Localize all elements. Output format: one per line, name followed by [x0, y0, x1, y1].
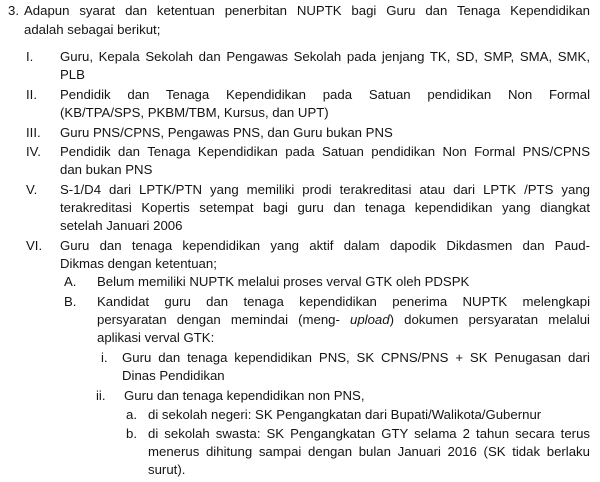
item-6-numeral: VI.: [26, 238, 43, 253]
sub-b-ii-b-line-3: surut).: [148, 462, 186, 477]
sub-b-i-line-2: Dinas Pendidikan: [122, 368, 225, 383]
sub-b-ii-b-line-2: menerus dihitung sampai dengan bulan Januari 2016 (SK tidak berlaku: [148, 444, 590, 459]
item-5-numeral: V.: [26, 182, 38, 197]
item-2-line-2: (KB/TPA/SPS, PKBM/TBM, Kursus, dan UPT): [60, 105, 329, 120]
sub-b-line-3: aplikasi verval GTK:: [97, 330, 215, 345]
sub-b-ii-a-label: a.: [126, 407, 137, 422]
item-4-line-2: dan bukan PNS: [60, 162, 153, 177]
sub-b-label: B.: [64, 294, 77, 309]
item-2-numeral: II.: [26, 87, 37, 102]
intro-line-2: adalah sebagai berikut;: [24, 22, 161, 37]
item-5-line-1: S-1/D4 dari LPTK/PTN yang memiliki prodi terakreditasi atau dari LPTK /PTS yang: [60, 182, 590, 197]
intro-number: 3.: [8, 3, 19, 18]
sub-b-ii-b-label: b.: [126, 426, 137, 441]
item-4-line-1: Pendidik dan Tenaga Kependidikan pada Satuan pendidikan Non Formal PNS/CPNS: [60, 144, 590, 159]
item-5-line-2: terakreditasi Kopertis setempat bagi guru dan tenaga kependidikan yang diangkat: [60, 200, 590, 215]
item-1-line-1: Guru, Kepala Sekolah dan Pengawas Sekolah pada jenjang TK, SD, SMP, SMA, SMK,: [60, 49, 590, 64]
item-5-line-3: setelah Januari 2006: [60, 218, 183, 233]
sub-b-ii-b-line-1: di sekolah swasta: SK Pengangkatan GTY selama 2 tahun secara terus: [148, 426, 590, 441]
sub-b-ii-line-1: Guru dan tenaga kependidikan non PNS,: [124, 388, 365, 403]
sub-b-line-1: Kandidat guru dan tenaga kependidikan penerima NUPTK melengkapi: [97, 294, 590, 309]
item-3-numeral: III.: [26, 125, 41, 140]
item-1-numeral: I.: [26, 49, 34, 64]
sub-a-line-1: Belum memiliki NUPTK melalui proses verval GTK oleh PDSPK: [97, 274, 470, 289]
sub-b-i-line-1: Guru dan tenaga kependidikan PNS, SK CPNS/PNS + SK Penugasan dari: [122, 350, 590, 365]
item-3-line-1: Guru PNS/CPNS, Pengawas PNS, dan Guru bukan PNS: [60, 125, 393, 140]
item-6-line-2: Dikmas dengan ketentuan;: [60, 256, 217, 271]
sub-b-ii-a-line-1: di sekolah negeri: SK Pengangkatan dari Bupati/Walikota/Gubernur: [148, 407, 542, 422]
item-2-line-1: Pendidik dan Tenaga Kependidikan pada Satuan pendidikan Non Formal: [60, 87, 590, 102]
sub-a-label: A.: [64, 274, 77, 289]
item-1-line-2: PLB: [60, 67, 85, 82]
sub-b-line-2: persyaratan dengan memindai (meng- upload) dokumen persyaratan melalui: [97, 312, 590, 327]
sub-b-i-label: i.: [101, 350, 108, 365]
item-6-line-1: Guru dan tenaga kependidikan yang aktif dalam dapodik Dikdasmen dan Paud-: [60, 238, 590, 253]
intro-line-1: Adapun syarat dan ketentuan penerbitan NUPTK bagi Guru dan Tenaga Kependidikan: [24, 3, 590, 18]
sub-b-ii-label: ii.: [96, 388, 106, 403]
item-4-numeral: IV.: [26, 144, 41, 159]
